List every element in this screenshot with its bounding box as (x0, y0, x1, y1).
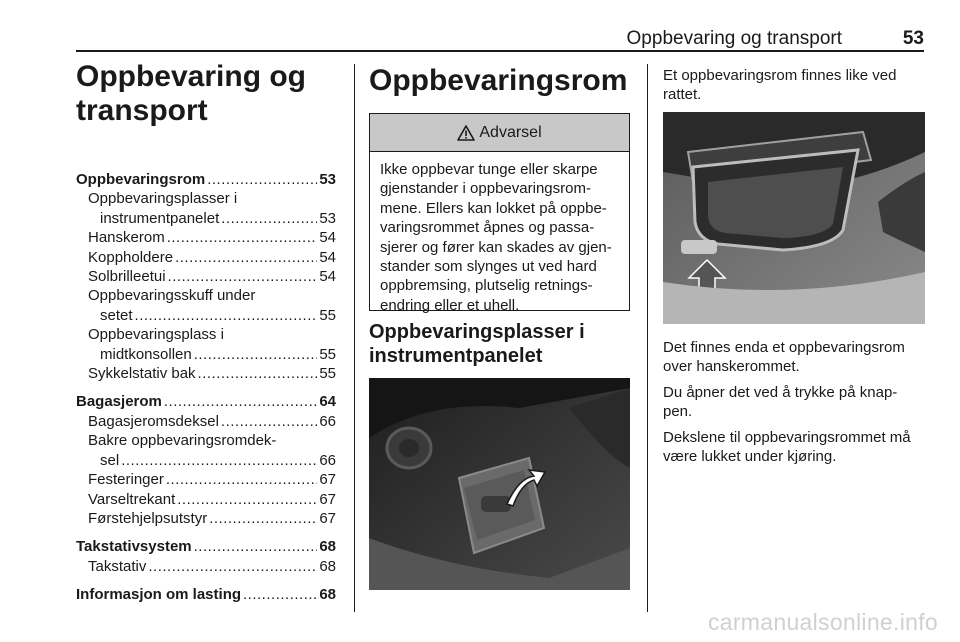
storage-near-steering-illustration (663, 112, 925, 324)
toc-entry[interactable]: midtkonsollen ..... 55 (76, 345, 336, 364)
toc-entry[interactable]: Oppbevaringsrom ..... 53 (76, 170, 336, 189)
warning-triangle-icon (457, 125, 475, 141)
watermark: carmanualsonline.info (707, 609, 938, 635)
steering-wheel-storage-photo (663, 112, 925, 324)
body-text (663, 338, 931, 472)
toc-entry[interactable]: Førstehjelpsutstyr ..... 67 (76, 509, 336, 528)
dashboard-storage-illustration (369, 378, 630, 590)
paragraph: Du åpner det ved å trykke på knap- pen. (663, 383, 898, 421)
toc-entry[interactable]: Hanskerom ..... 54 (76, 228, 336, 247)
toc-entry[interactable]: instrumentpanelet ..... 53 (76, 209, 336, 228)
toc-entry[interactable]: Bagasjerom ..... 64 (76, 392, 336, 411)
table-of-contents (76, 170, 336, 605)
toc-entry[interactable]: Bakre oppbevaringsromdek- (88, 432, 277, 450)
toc-entry[interactable]: Informasjon om lasting ..... 68 (76, 585, 336, 604)
header-rule (76, 50, 924, 52)
toc-entry[interactable]: Oppbevaringsskuff under (88, 287, 256, 305)
toc-entry[interactable]: Bagasjeromsdeksel ..... 66 (76, 412, 336, 431)
toc-entry[interactable]: Festeringer ..... 67 (76, 470, 336, 489)
warning-heading: Advarsel (479, 123, 542, 141)
toc-entry[interactable]: Koppholdere ..... 54 (76, 248, 336, 267)
toc-entry[interactable]: Sykkelstativ bak ..... 55 (76, 364, 336, 383)
paragraph: Dekslene til oppbevaringsrommet må være lukket under kjøring. (663, 428, 911, 466)
chapter-title: Oppbevaring og transport (76, 60, 307, 127)
toc-entry[interactable]: Oppbevaringsplasser i (88, 190, 238, 208)
running-header-title: Oppbevaring og transport (626, 28, 842, 49)
toc-entry[interactable]: Oppbevaringsplass i (88, 326, 224, 344)
paragraph: Det finnes enda et oppbevaringsrom over hanskerommet. (663, 339, 905, 376)
toc-entry[interactable]: setet ..... 55 (76, 306, 336, 325)
warning-header (370, 114, 629, 152)
warning-text: Ikke oppbevar tunge eller skarpe gjenstander i oppbevaringsrom- mene. Ellers kan lokket på oppbe- varingsrommet åpnes og passa- sjerer og fører kan skades av gjen- stander som slynges ut ved hard oppbremsing, plutselig retnings- endring eller et uhell. (380, 161, 612, 314)
column-divider-2 (647, 64, 648, 612)
toc-entry[interactable]: Solbrilleetui ..... 54 (76, 267, 336, 286)
section-title: Oppbevaringsrom (369, 64, 628, 97)
toc-entry[interactable]: sel ..... 66 (76, 451, 336, 470)
intro-paragraph: Et oppbevaringsrom finnes like ved rattet. (663, 67, 897, 104)
toc-entry[interactable]: Takstativ ..... 68 (76, 557, 336, 576)
subsection-title: Oppbevaringsplasser i instrumentpanelet (369, 321, 585, 367)
instrument-panel-storage-photo (369, 378, 630, 590)
toc-entry[interactable]: Varseltrekant ..... 67 (76, 490, 336, 509)
page-number: 53 (902, 28, 924, 49)
toc-entry[interactable]: Takstativsystem ..... 68 (76, 537, 336, 556)
warning-box (369, 113, 630, 314)
column-divider-1 (354, 64, 355, 612)
